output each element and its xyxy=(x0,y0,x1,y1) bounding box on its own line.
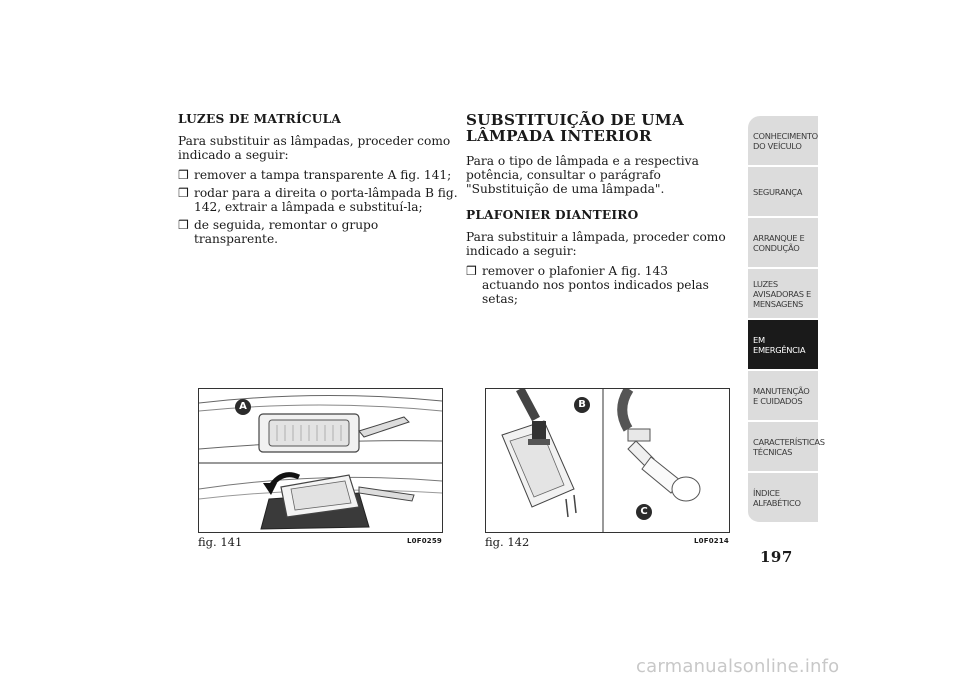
section-title-interior-lamp: SUBSTITUIÇÃO DE UMA LÂMPADA INTERIOR xyxy=(466,111,685,145)
list-item: ❒ rodar para a direita o porta-lâmpada B fig. 142, extrair a lâmpada e substituí-la; xyxy=(178,186,458,214)
chapter-tab[interactable] xyxy=(748,167,818,218)
chapter-tab-label: SEGURANÇA xyxy=(753,186,803,197)
callout-label-b: B xyxy=(574,397,590,413)
lamp-holder-drawing xyxy=(486,389,729,532)
bullet-box-icon: ❒ xyxy=(178,186,189,200)
figure-141-illustration xyxy=(198,388,443,533)
bullet-box-icon: ❒ xyxy=(178,168,189,182)
figure-141-caption: fig. 141 xyxy=(198,535,243,549)
figure-142-code: L0F0214 xyxy=(694,537,729,545)
left-text-column xyxy=(178,112,458,250)
chapter-tab-label: ÍNDICE ALFABÉTICO xyxy=(753,487,801,508)
chapter-tab-label: MANUTENÇÃO E CUIDADOS xyxy=(753,385,810,406)
intro-paragraph: Para substituir as lâmpadas, proceder como indicado a seguir: xyxy=(178,134,451,162)
chapter-tab-label: CARACTERÍSTICAS TÉCNICAS xyxy=(753,436,825,457)
chapter-tab[interactable] xyxy=(748,116,818,167)
chapter-tab[interactable] xyxy=(748,269,818,320)
chapter-tab[interactable] xyxy=(748,371,818,422)
subsection-heading-front-plafonier: PLAFONIER DIANTEIRO xyxy=(466,208,639,222)
figure-142-caption: fig. 142 xyxy=(485,535,530,549)
steps-list xyxy=(466,264,726,306)
chapter-tabs xyxy=(748,116,825,524)
chapter-tab-label: CONHECIMENTO DO VEÍCULO xyxy=(753,130,818,151)
chapter-tab[interactable] xyxy=(748,218,818,269)
sub-intro-paragraph: Para substituir a lâmpada, proceder como indicado a seguir: xyxy=(466,230,726,258)
chapter-tab[interactable] xyxy=(748,422,825,473)
chapter-tab-label: EM EMERGÊNCIA xyxy=(753,334,806,355)
bullet-box-icon: ❒ xyxy=(178,218,189,232)
chapter-tab-label: ARRANQUE E CONDUÇÃO xyxy=(753,232,805,253)
callout-label-a: A xyxy=(235,399,251,415)
figure-141-code: L0F0259 xyxy=(407,537,442,545)
section-heading-license-plate-lights: LUZES DE MATRÍCULA xyxy=(178,112,341,126)
page-number: 197 xyxy=(760,548,793,566)
chapter-tab[interactable] xyxy=(748,320,818,371)
right-text-column xyxy=(466,112,726,310)
list-item: ❒ remover a tampa transparente A fig. 141; xyxy=(178,168,452,182)
list-item: ❒ remover o plafonier A fig. 143 actuando nos pontos indicados pelas setas; xyxy=(466,264,709,306)
chapter-tab-label: LUZES AVISADORAS E MENSAGENS xyxy=(753,278,811,309)
bullet-box-icon: ❒ xyxy=(466,264,477,278)
list-item: ❒ de seguida, remontar o grupo transparente. xyxy=(178,218,379,246)
watermark: carmanualsonline.info xyxy=(636,656,840,677)
chapter-tab[interactable] xyxy=(748,473,818,524)
intro-paragraph: Para o tipo de lâmpada e a respectiva potência, consultar o parágrafo "Substituição de uma lâmpada". xyxy=(466,154,699,196)
callout-label-c: C xyxy=(636,504,652,520)
steps-list xyxy=(178,168,458,246)
figure-142-illustration xyxy=(485,388,730,533)
